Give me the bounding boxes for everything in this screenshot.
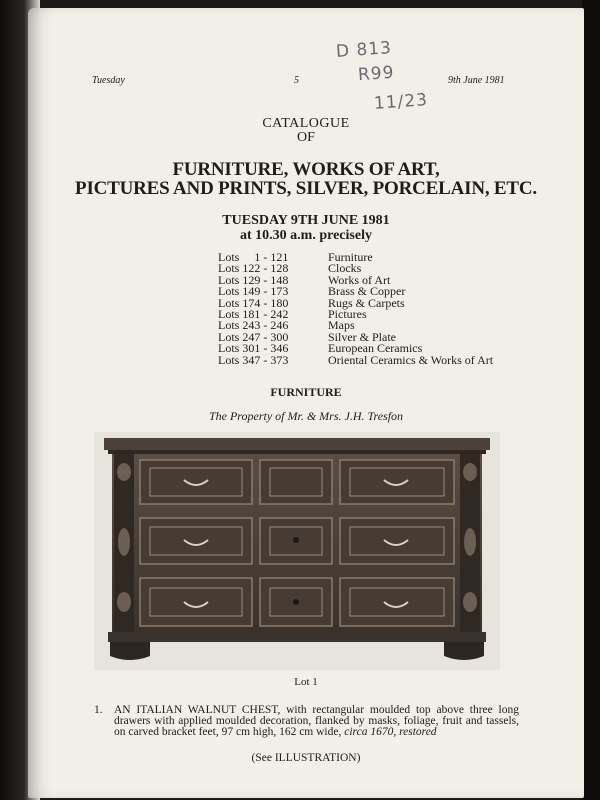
lot-index-row	[218, 352, 494, 367]
background-edge	[582, 0, 600, 800]
lot-range: Lots 149 - 173	[218, 284, 289, 299]
lot-text-date: circa 1670, restored	[344, 726, 437, 738]
lot-range: Lots 174 - 180	[218, 295, 289, 310]
lot-category: Works of Art	[328, 272, 391, 287]
catalogue-heading: CATALOGUE	[262, 116, 350, 131]
main-title-line-1: FURNITURE, WORKS OF ART,	[172, 159, 440, 180]
lot-range: Lots 122 - 128	[218, 261, 289, 276]
lot-range: Lots 129 - 148	[218, 272, 289, 287]
section-title: FURNITURE	[270, 385, 342, 399]
catalogue-of: OF	[297, 130, 315, 145]
lot-category: Furniture	[328, 250, 373, 264]
lot-range: Lots 1 - 121	[218, 250, 289, 264]
handwritten-note-2: R99	[357, 62, 396, 86]
sale-date-block	[28, 213, 584, 243]
sale-time: at 10.30 a.m. precisely	[240, 228, 372, 243]
page-number: 5	[294, 75, 299, 86]
lot-category: Maps	[328, 318, 355, 333]
running-head-date: 9th June 1981	[448, 75, 505, 86]
lot-category: European Ceramics	[328, 341, 423, 356]
lot-range: Lots 181 - 242	[218, 307, 289, 322]
lot-category: Pictures	[328, 307, 367, 322]
running-head-day: Tuesday	[92, 75, 125, 86]
see-illustration-note: (See ILLUSTRATION)	[251, 752, 361, 764]
handwritten-note-1: D 813	[335, 38, 393, 62]
lot-index	[218, 252, 493, 366]
lot-category: Brass & Copper	[328, 284, 406, 299]
main-title-line-2: PICTURES AND PRINTS, SILVER, PORCELAIN, ETC.	[75, 178, 537, 199]
lot-range: Lots 347 - 373	[218, 352, 289, 367]
handwritten-note-3: 11/23	[373, 90, 429, 114]
lot-category: Silver & Plate	[328, 329, 396, 344]
lot-range: Lots 247 - 300	[218, 329, 289, 344]
chest-photograph	[94, 432, 500, 670]
photo-caption: Lot 1	[294, 676, 318, 688]
sale-date: TUESDAY 9TH JUNE 1981	[222, 213, 390, 228]
lot-text	[114, 705, 519, 738]
main-title	[28, 160, 584, 198]
property-owner: The Property of Mr. & Mrs. J.H. Tresfon	[208, 409, 404, 423]
lot-category: Rugs & Carpets	[328, 295, 405, 310]
lot-category: Clocks	[328, 261, 362, 276]
lot-range: Lots 243 - 246	[218, 318, 289, 333]
lot-range: Lots 301 - 346	[218, 341, 289, 356]
lot-text-main: AN ITALIAN WALNUT CHEST, with rectangular moulded top above three long drawers with applied moulded decoration, flanked by masks, foliage, fruit and tassels, on carved bracket feet, 97 cm high, 162 cm wide,	[114, 704, 519, 738]
lot-category: Oriental Ceramics & Works of Art	[328, 352, 494, 367]
lot-number: 1.	[94, 704, 103, 716]
walnut-chest-illustration	[94, 432, 500, 670]
catalogue-page	[28, 8, 584, 798]
